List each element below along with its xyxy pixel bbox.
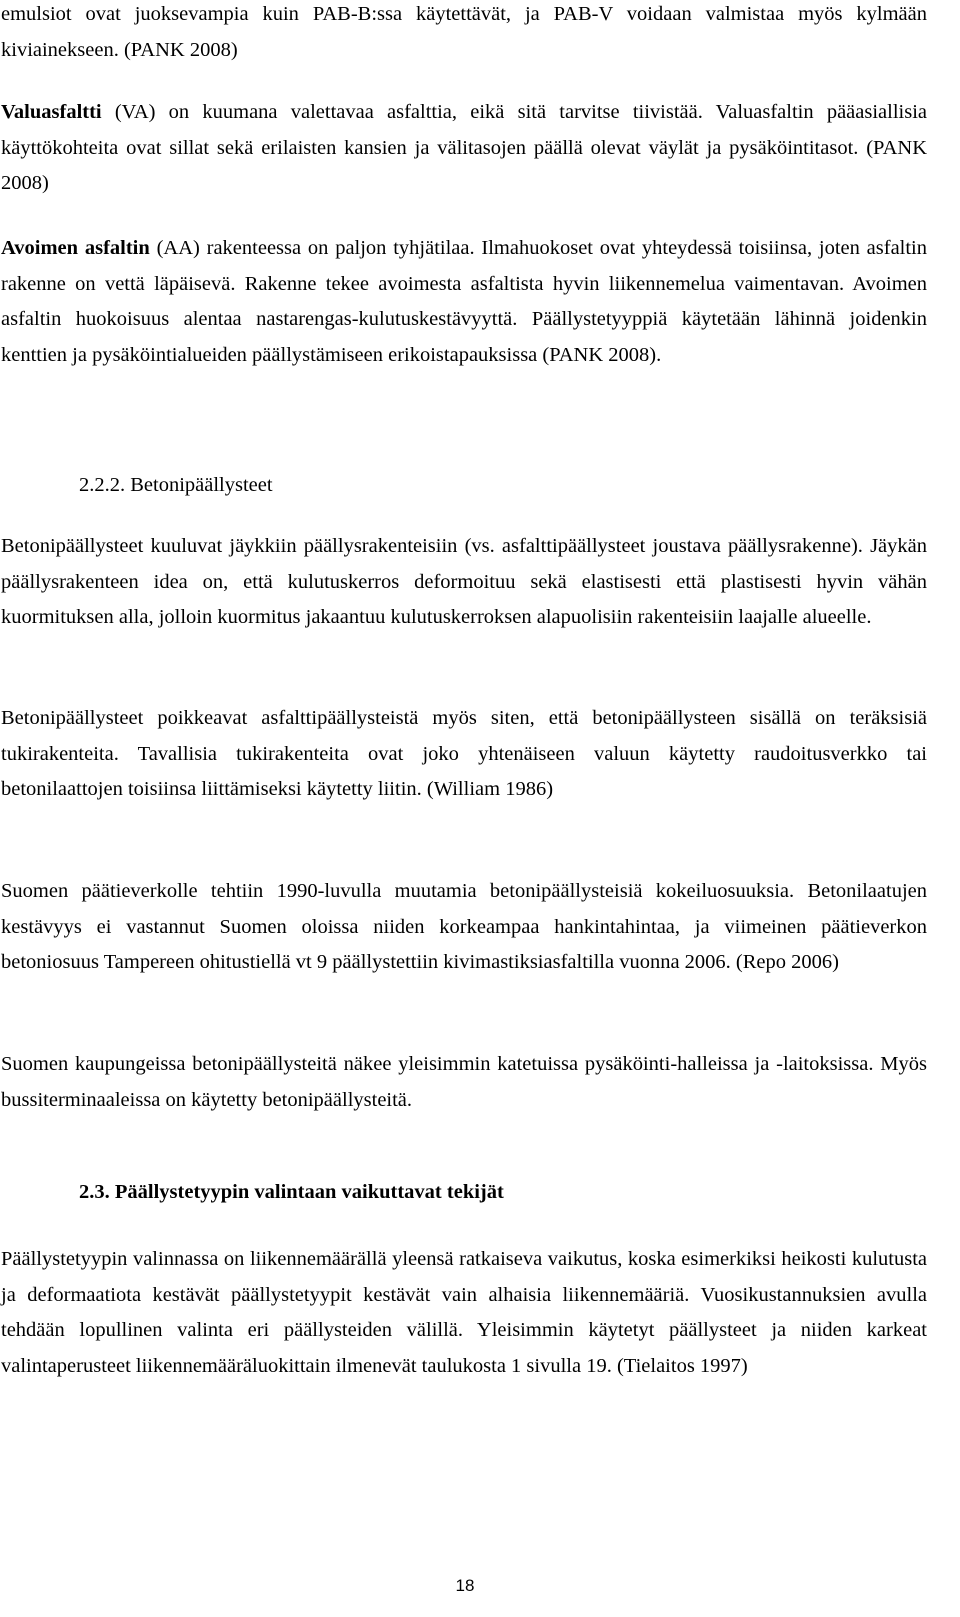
- paragraph-valinta: Päällystetyypin valinnassa on liikennemäärällä yleensä ratkaiseva vaikutus, koska esimerkiksi heikosti kulutusta ja deformaatiota kestävät päällystetyypit kestävät vain alhaisia liikennemääriä. Vuosikustannuksien avulla tehdään lopullinen valinta eri päällysteiden välillä. Yleisimmin käytetyt päällysteet ja niiden karkeat valintaperusteet liikennemääräluokittain ilmenevät taulukosta 1 sivulla 19. (Tielaitos 1997): [1, 1248, 927, 1378]
- paragraph-valuasfaltti-text: (VA) on kuumana valettavaa asfalttia, eikä sitä tarvitse tiivistää. Valuasfaltin pääasiallisia käyttökohteita ovat sillat sekä erilaisten kansien ja välitasojen päällä olevat väylät ja pysäköintitasot. (PANK 2008): [1, 101, 927, 195]
- page-number: 18: [455, 1576, 475, 1595]
- paragraph-betoni-1: Betonipäällysteet kuuluvat jäykkiin päällysrakenteisiin (vs. asfalttipäällysteet joustava päällysrakenne). Jäykän päällysrakenteen idea on, että kulutuskerros deformoituu sekä elastisesti että plastisesti hyvin vähän kuormituksen alla, jolloin kuormitus jakaantuu kulutuskerroksen alapuolisiin rakenteisiin laajalle alueelle.: [1, 535, 927, 629]
- paragraph-avoin-asfaltti-text: (AA) rakenteessa on paljon tyhjätilaa. Ilmahuokoset ovat yhteydessä toisiinsa, joten asfaltin rakenne on vettä läpäisevä. Rakenne tekee avoimesta asfaltista hyvin liikennemelua vaimentavan. Avoimen asfaltin huokoisuus alentaa nastarengas-kulutuskestävyyttä. Päällystetyyppiä käytetään lähinnä joidenkin kenttien ja pysäköintialueiden päällystämiseen erikoistapauksissa (PANK 2008).: [1, 237, 927, 367]
- paragraph-betoni-4: Suomen kaupungeissa betonipäällysteitä näkee yleisimmin katetuissa pysäköinti-halleissa ja -laitoksissa. Myös bussiterminaaleissa on käytetty betonipäällysteitä.: [1, 1053, 927, 1111]
- paragraph-betoni-2: Betonipäällysteet poikkeavat asfalttipäällysteistä myös siten, että betonipäällysteen sisällä on teräksisiä tukirakenteita. Tavallisia tukirakenteita ovat joko yhtenäiseen valuun käytetty raudoitusverkko tai betonilaattojen toisiinsa liittämiseksi käytetty liitin. (William 1986): [1, 707, 927, 801]
- heading-paallystetyypin-valinta: 2.3. Päällystetyypin valintaan vaikuttavat tekijät: [79, 1181, 504, 1203]
- paragraph-valuasfaltti: [1, 95, 927, 202]
- paragraph-betoni-3: Suomen päätieverkolle tehtiin 1990-luvulla muutamia betonipäällysteisiä kokeiluosuuksia. Betonilaatujen kestävyys ei vastannut Suomen oloissa niiden korkeampaa hankintahintaa, ja viimeinen päätieverkon betoniosuus Tampereen ohitustiellä vt 9 päällystettiin kivimastiksiasfaltilla vuonna 2006. (Repo 2006): [1, 880, 927, 974]
- paragraph-avoin-asfaltti: [1, 231, 927, 374]
- term-valuasfaltti: Valuasfaltti: [1, 101, 102, 123]
- term-avoimen-asfaltin: Avoimen asfaltin: [1, 237, 150, 259]
- paragraph-pab-continuation: emulsiot ovat juoksevampia kuin PAB-B:ssa käytettävät, ja PAB-V voidaan valmistaa myös kylmään kiviainekseen. (PANK 2008): [1, 3, 927, 61]
- heading-betonipaallysteet: 2.2.2. Betonipäällysteet: [79, 474, 273, 496]
